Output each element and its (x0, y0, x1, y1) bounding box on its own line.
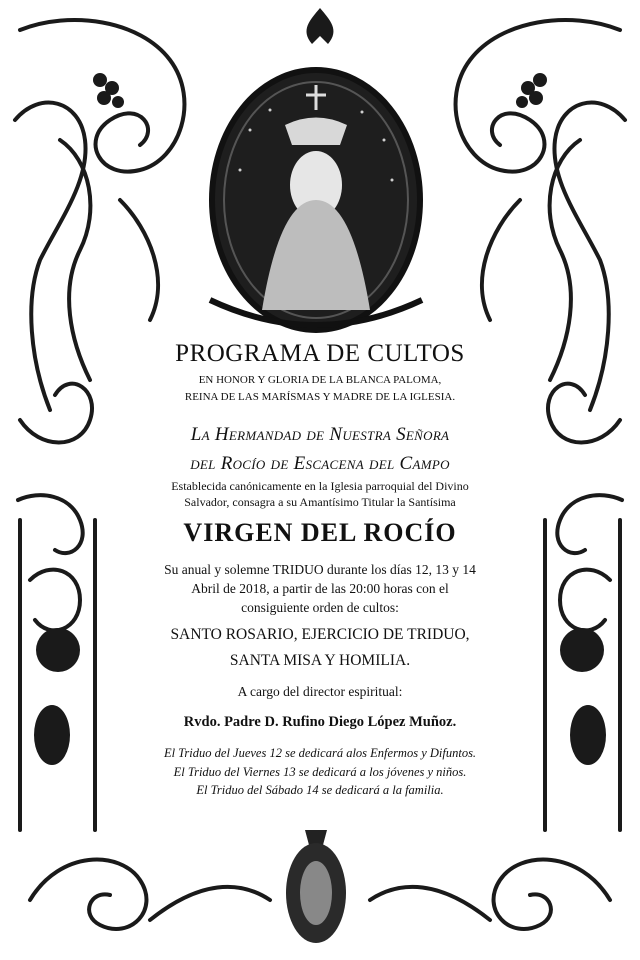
canonical-statement (118, 478, 522, 510)
dedication-line: El Triduo del Sábado 14 se dedicará a la familia. (196, 783, 444, 797)
triduo-description (118, 560, 522, 617)
subtitle-line: REINA DE LAS MARÍSMAS Y MADRE DE LA IGLESIA. (184, 391, 456, 403)
director-caption: A cargo del director espiritual: (237, 684, 403, 699)
director-name: Rvdo. Padre D. Rufino Diego López Muñoz. (183, 714, 457, 730)
order-of-worship (128, 622, 512, 674)
acts-line: SANTA MISA Y HOMILIA. (229, 652, 411, 669)
virgin-name-heading: VIRGEN DEL ROCÍO (183, 518, 457, 547)
dedication-line: El Triduo del Jueves 12 se dedicará alos Enfermos y Difuntos. (163, 746, 477, 760)
triduo-line: Abril de 2018, a partir de las 20:00 horas con el (191, 581, 449, 596)
dedication-line: El Triduo del Viernes 13 se dedicará a los jóvenes y niños. (173, 764, 467, 779)
triduo-line: consiguiente orden de cultos: (241, 600, 399, 615)
canonical-line: Salvador, consagra a su Amantísimo Titular la Santísima (184, 495, 456, 509)
brotherhood-line: del Rocío de Escacena del Campo (190, 453, 450, 474)
dedication-subtitle (118, 372, 522, 406)
subtitle-line: EN HONOR Y GLORIA DE LA BLANCA PALOMA, (198, 374, 442, 386)
brotherhood-name (120, 420, 520, 478)
crown-emblem (305, 830, 327, 845)
acts-line: SANTO ROSARIO, EJERCICIO DE TRIDUO, (170, 626, 470, 643)
page-title: PROGRAMA DE CULTOS (175, 340, 465, 367)
canonical-line: Establecida canónicamente en la Iglesia parroquial del Divino (171, 479, 469, 493)
triduo-dedications (116, 744, 524, 800)
triduo-line: Su anual y solemne TRIDUO durante los días 12, 13 y 14 (164, 562, 476, 577)
brotherhood-line: La Hermandad de Nuestra Señora (190, 424, 450, 445)
